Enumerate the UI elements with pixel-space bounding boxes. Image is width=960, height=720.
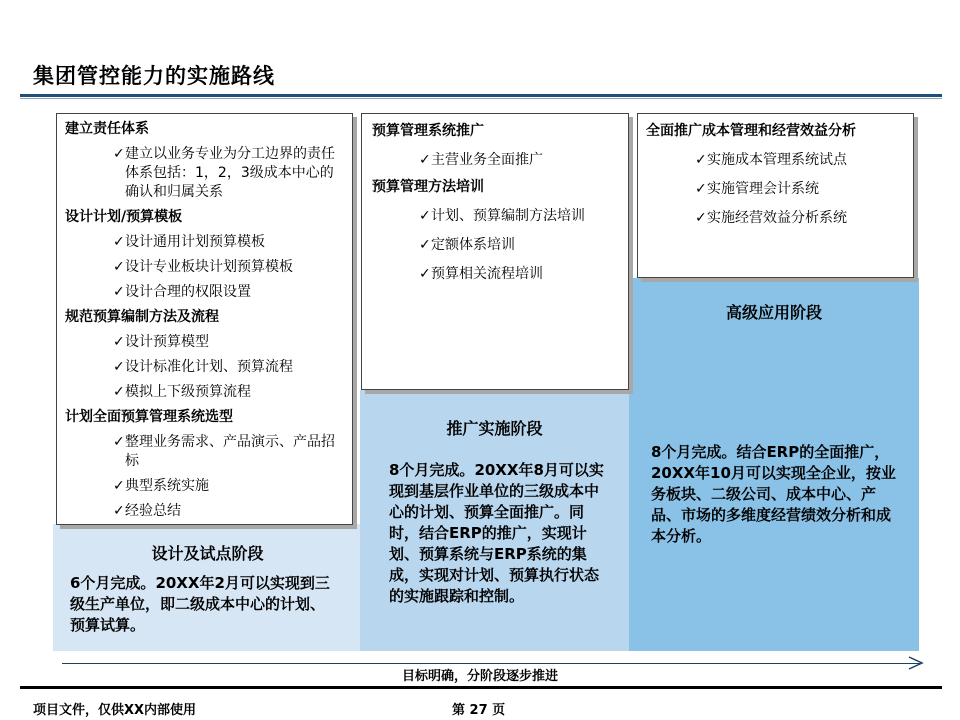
task-item-text: 模拟上下级预算流程 — [125, 384, 251, 400]
task-item-text: 设计专业板块计划预算模板 — [125, 259, 293, 275]
checkmark-icon: ✓ — [113, 146, 125, 162]
task-group-heading: 建立责任体系 — [65, 121, 149, 137]
task-group — [57, 208, 352, 302]
page-title: 集团管控能力的实施路线 — [33, 64, 275, 88]
task-item-text: 主营业务全面推广 — [431, 152, 543, 168]
footer-confidential: 项目文件，仅供XX内部使用 — [33, 703, 197, 718]
task-item-text: 定额体系培训 — [431, 237, 515, 253]
footer-divider — [20, 686, 942, 689]
task-item — [57, 145, 352, 202]
checkmark-icon: ✓ — [113, 478, 125, 494]
checkmark-icon: ✓ — [419, 152, 431, 168]
task-group-heading: 计划全面预算管理系统选型 — [65, 409, 233, 425]
stage-3-title: 高级应用阶段 — [725, 303, 822, 322]
task-item — [362, 236, 628, 255]
title-divider-thin — [20, 98, 942, 99]
task-item-text: 实施经营效益分析系统 — [707, 210, 847, 226]
task-item — [57, 283, 352, 302]
task-item — [362, 265, 628, 284]
task-item — [638, 151, 913, 170]
stage-2-title: 推广实施阶段 — [446, 419, 543, 438]
task-box-1 — [56, 113, 353, 525]
task-item — [362, 151, 628, 170]
task-group-heading: 全面推广成本管理和经营效益分析 — [646, 123, 856, 139]
checkmark-icon: ✓ — [695, 152, 707, 168]
checkmark-icon: ✓ — [113, 359, 125, 375]
task-item-text: 设计标准化计划、预算流程 — [125, 359, 293, 375]
task-item-text: 实施成本管理系统试点 — [707, 152, 847, 168]
footer-page-number: 第 27 页 — [452, 703, 506, 718]
task-item — [638, 180, 913, 199]
task-item-text: 预算相关流程培训 — [431, 266, 543, 282]
checkmark-icon: ✓ — [113, 384, 125, 400]
task-item — [57, 333, 352, 352]
task-item-text: 设计预算模型 — [125, 334, 209, 350]
title-divider — [20, 94, 942, 97]
task-group — [57, 408, 352, 521]
task-item-text: 经验总结 — [125, 503, 181, 519]
task-item-text: 设计通用计划预算模板 — [125, 234, 265, 250]
checkmark-icon: ✓ — [419, 208, 431, 224]
checkmark-icon: ✓ — [419, 237, 431, 253]
task-group-heading: 设计计划/预算模板 — [65, 209, 183, 225]
checkmark-icon: ✓ — [113, 259, 125, 275]
task-box-3 — [637, 113, 914, 278]
checkmark-icon: ✓ — [113, 334, 125, 350]
task-group — [57, 120, 352, 202]
task-group — [362, 178, 628, 284]
task-item-text: 建立以业务专业为分工边界的责任体系包括：1，2，3级成本中心的确认和归属关系 — [125, 146, 335, 200]
task-item-text: 设计合理的权限设置 — [125, 284, 251, 300]
task-group-heading: 规范预算编制方法及流程 — [65, 309, 219, 325]
checkmark-icon: ✓ — [113, 503, 125, 519]
task-item — [362, 207, 628, 226]
task-item — [57, 233, 352, 252]
task-item — [638, 209, 913, 228]
task-group — [638, 122, 913, 228]
stage-1-description: 6个月完成。20XX年2月可以实现到三级生产单位，即二级成本中心的计划、预算试算。 — [70, 574, 330, 634]
stage-1-title: 设计及试点阶段 — [151, 544, 264, 563]
task-item — [57, 433, 352, 471]
checkmark-icon: ✓ — [419, 266, 431, 282]
task-item-text: 计划、预算编制方法培训 — [431, 208, 585, 224]
task-group-heading: 预算管理方法培训 — [372, 179, 484, 195]
task-group — [57, 308, 352, 402]
task-item-text: 整理业务需求、产品演示、产品招标 — [125, 434, 335, 469]
stage-2-description: 8个月完成。20XX年8月可以实现到基层作业单位的三级成本中心的计划、预算全面推广。同时，结合ERP的推广，实现计划、预算系统与ERP系统的集成，实现对计划、预算执行状态的实施跟踪和控制。 — [389, 461, 604, 605]
checkmark-icon: ✓ — [695, 181, 707, 197]
arrow-label: 目标明确，分阶段逐步推进 — [401, 669, 558, 684]
task-item — [57, 502, 352, 521]
stage-3-description: 8个月完成。结合ERP的全面推广，20XX年10月可以实现全企业，按业务板块、二级公司、成本中心、产品、市场的多维度经营绩效分析和成本分析。 — [651, 443, 896, 545]
task-box-2 — [361, 113, 629, 390]
task-item-text: 典型系统实施 — [125, 478, 209, 494]
task-item — [57, 258, 352, 277]
task-item-text: 实施管理会计系统 — [707, 181, 819, 197]
progress-arrow-line — [62, 663, 920, 664]
task-item — [57, 358, 352, 377]
checkmark-icon: ✓ — [695, 210, 707, 226]
task-item — [57, 477, 352, 496]
checkmark-icon: ✓ — [113, 234, 125, 250]
task-group — [362, 122, 628, 170]
checkmark-icon: ✓ — [113, 284, 125, 300]
checkmark-icon: ✓ — [113, 434, 125, 450]
task-item — [57, 383, 352, 402]
task-group-heading: 预算管理系统推广 — [372, 123, 484, 139]
